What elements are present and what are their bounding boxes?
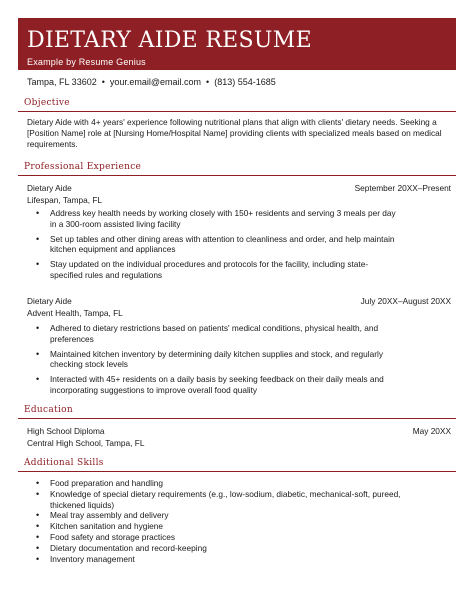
section-title-education: Education: [24, 405, 73, 415]
job-bullets: [36, 208, 400, 285]
resume-header: [18, 18, 456, 70]
list-item: • Maintained kitchen inventory by determining daily kitchen supplies and stock, and regularly checking stock levels: [36, 349, 400, 371]
list-item: • Food preparation and handling: [36, 478, 436, 489]
job-dates: July 20XX–August 20XX: [360, 296, 451, 306]
job-employer: Lifespan, Tampa, FL: [27, 195, 103, 205]
resume-subtitle: Example by Resume Genius: [27, 57, 146, 67]
list-item: • Stay updated on the individual procedures and protocols for the facility, including state-specified rules and regulations: [36, 259, 400, 281]
contact-line: [27, 77, 276, 88]
contact-location: Tampa, FL 33602: [27, 77, 97, 87]
section-title-skills: Additional Skills: [24, 458, 104, 468]
section-divider: [18, 111, 456, 112]
list-item: • Kitchen sanitation and hygiene: [36, 521, 436, 532]
job-dates: September 20XX–Present: [354, 183, 451, 193]
contact-phone[interactable]: (813) 554-1685: [214, 77, 276, 87]
skills-list: [36, 478, 436, 564]
section-divider: [18, 471, 456, 472]
job-role: Dietary Aide: [27, 296, 72, 306]
list-item: • Meal tray assembly and delivery: [36, 510, 436, 521]
section-divider: [18, 418, 456, 419]
list-item: • Address key health needs by working closely with 150+ residents and serving 3 meals per day in a 300-room assisted living facility: [36, 208, 400, 230]
contact-email[interactable]: your.email@email.com: [109, 77, 202, 87]
section-divider: [18, 175, 456, 176]
job-employer: Advent Health, Tampa, FL: [27, 308, 123, 318]
section-title-objective: Objective: [24, 98, 70, 108]
job-role: Dietary Aide: [27, 183, 72, 193]
section-title-experience: Professional Experience: [24, 162, 142, 172]
list-item: • Adhered to dietary restrictions based on patients' medical conditions, physical health, and preferences: [36, 323, 400, 345]
list-item: • Dietary documentation and record-keeping: [36, 543, 436, 554]
list-item: • Set up tables and other dining areas with attention to cleanliness and order, and help maintain kitchen equipment and appliances: [36, 234, 400, 256]
list-item: • Inventory management: [36, 554, 436, 565]
objective-text: Dietary Aide with 4+ years' experience following nutritional plans that align with clients' dietary needs. Seeking a [Position Name] role at [Nursing Home/Hospital Name] providing clients with specialized meals based on medical requirements.: [27, 117, 442, 149]
resume-title: DIETARY AIDE RESUME: [27, 28, 312, 53]
list-item: • Interacted with 45+ residents on a daily basis by seeking feedback on their daily meals and incorporating suggestions to improve overall food quality: [36, 374, 400, 396]
education-date: May 20XX: [412, 426, 451, 436]
list-item: • Knowledge of special dietary requirements (e.g., low-sodium, diabetic, mechanical-soft, pureed, thickened liquids): [36, 489, 436, 511]
contact-separator: •: [101, 77, 105, 87]
list-item: • Food safety and storage practices: [36, 532, 436, 543]
contact-separator: •: [206, 77, 210, 87]
job-bullets: [36, 323, 400, 400]
education-school: Central High School, Tampa, FL: [27, 438, 145, 448]
education-degree: High School Diploma: [27, 426, 105, 436]
